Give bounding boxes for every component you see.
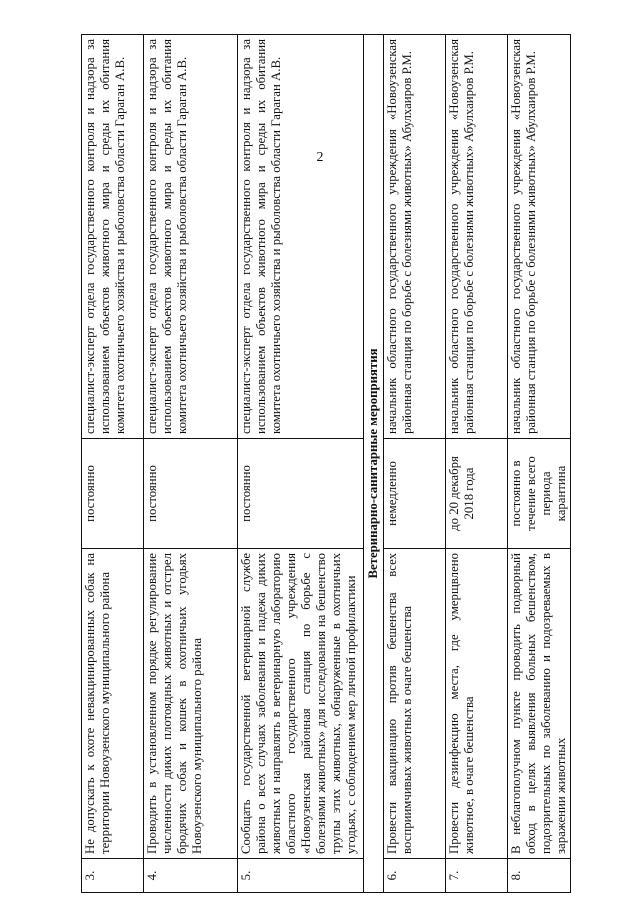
responsible-cell: начальник областного государственного учреждения «Новоузенская районная станция по борьбе с болезнями животных» Абулхаиров Р.М.	[508, 35, 571, 439]
deadline-cell: постоянно в течение всего периода карантина	[508, 439, 571, 549]
row-number: 6.	[384, 859, 446, 893]
table-row	[508, 35, 571, 893]
table-row	[384, 35, 446, 893]
row-number: 7.	[446, 859, 508, 893]
page-number: 2	[316, 150, 324, 165]
activity-cell: Сообщать государственной ветеринарной службе района о всех случаях заболевания и падежа диких животных и направлять в ветеринарную лабораторию областного государственного учреждения «Новоузенская районная станция по борьбе с болезнями животных» для исследования на бешенство трупы этих животных, обнаруженные в охотничьих угодьях, с соблюдением мер личной профилактики	[238, 549, 364, 859]
section-header-row	[364, 35, 384, 893]
responsible-cell: начальник областного государственного учреждения «Новоузенская районная станция по борьбе с болезнями животных» Абулхаиров Р.М.	[384, 35, 446, 439]
rotated-page	[81, 35, 568, 893]
table-row	[446, 35, 508, 893]
deadline-cell: постоянно	[144, 439, 238, 549]
activity-cell: Не допускать к охоте невакцинированных собак на территории Новоузенского муниципального района	[82, 549, 144, 859]
table-row	[144, 35, 238, 893]
measures-table	[81, 34, 571, 893]
responsible-cell: специалист-эксперт отдела государственного контроля и надзора за использованием объектов животного мира и среды их обитания комитета охотничьего хозяйства и рыболовства области Гараган А.В.	[144, 35, 238, 439]
responsible-cell: специалист-эксперт отдела государственного контроля и надзора за использованием объектов животного мира и среды их обитания комитета охотничьего хозяйства и рыболовства области Гараган А.В.	[82, 35, 144, 439]
row-number: 4.	[144, 859, 238, 893]
responsible-cell: специалист-эксперт отдела государственного контроля и надзора за использованием объектов животного мира и среды их обитания комитета охотничьего хозяйства и рыболовства области Гараган А.В.	[238, 35, 364, 439]
row-number: 3.	[82, 859, 144, 893]
row-number: 5.	[238, 859, 364, 893]
section-title: Ветеринарно-санитарные мероприятия	[364, 35, 384, 893]
row-number: 8.	[508, 859, 571, 893]
activity-cell: В неблагополучном пункте проводить подворный обход в целях выявления больных бешенством, подозрительных по заболеванию и подозреваемых в заражении животных	[508, 549, 571, 859]
deadline-cell: постоянно	[238, 439, 364, 549]
deadline-cell: немедленно	[384, 439, 446, 549]
table-row	[238, 35, 364, 893]
rotated-table-area	[81, 35, 568, 893]
deadline-cell: до 20 декабря 2018 года	[446, 439, 508, 549]
table-row	[82, 35, 144, 893]
activity-cell: Проводить в установленном порядке регулирование численности диких плотоядных животных и отстрел бродячих собак и кошек в охотничьих угодьях Новоузенского муниципального района	[144, 549, 238, 859]
responsible-cell: начальник областного государственного учреждения «Новоузенская районная станция по борьбе с болезнями животных» Абулхаиров Р.М.	[446, 35, 508, 439]
deadline-cell: постоянно	[82, 439, 144, 549]
activity-cell: Провести вакцинацию против бешенства всех восприимчивых животных в очаге бешенства	[384, 549, 446, 859]
activity-cell: Провести дезинфекцию места, где умерщвлено животное, в очаге бешенства	[446, 549, 508, 859]
